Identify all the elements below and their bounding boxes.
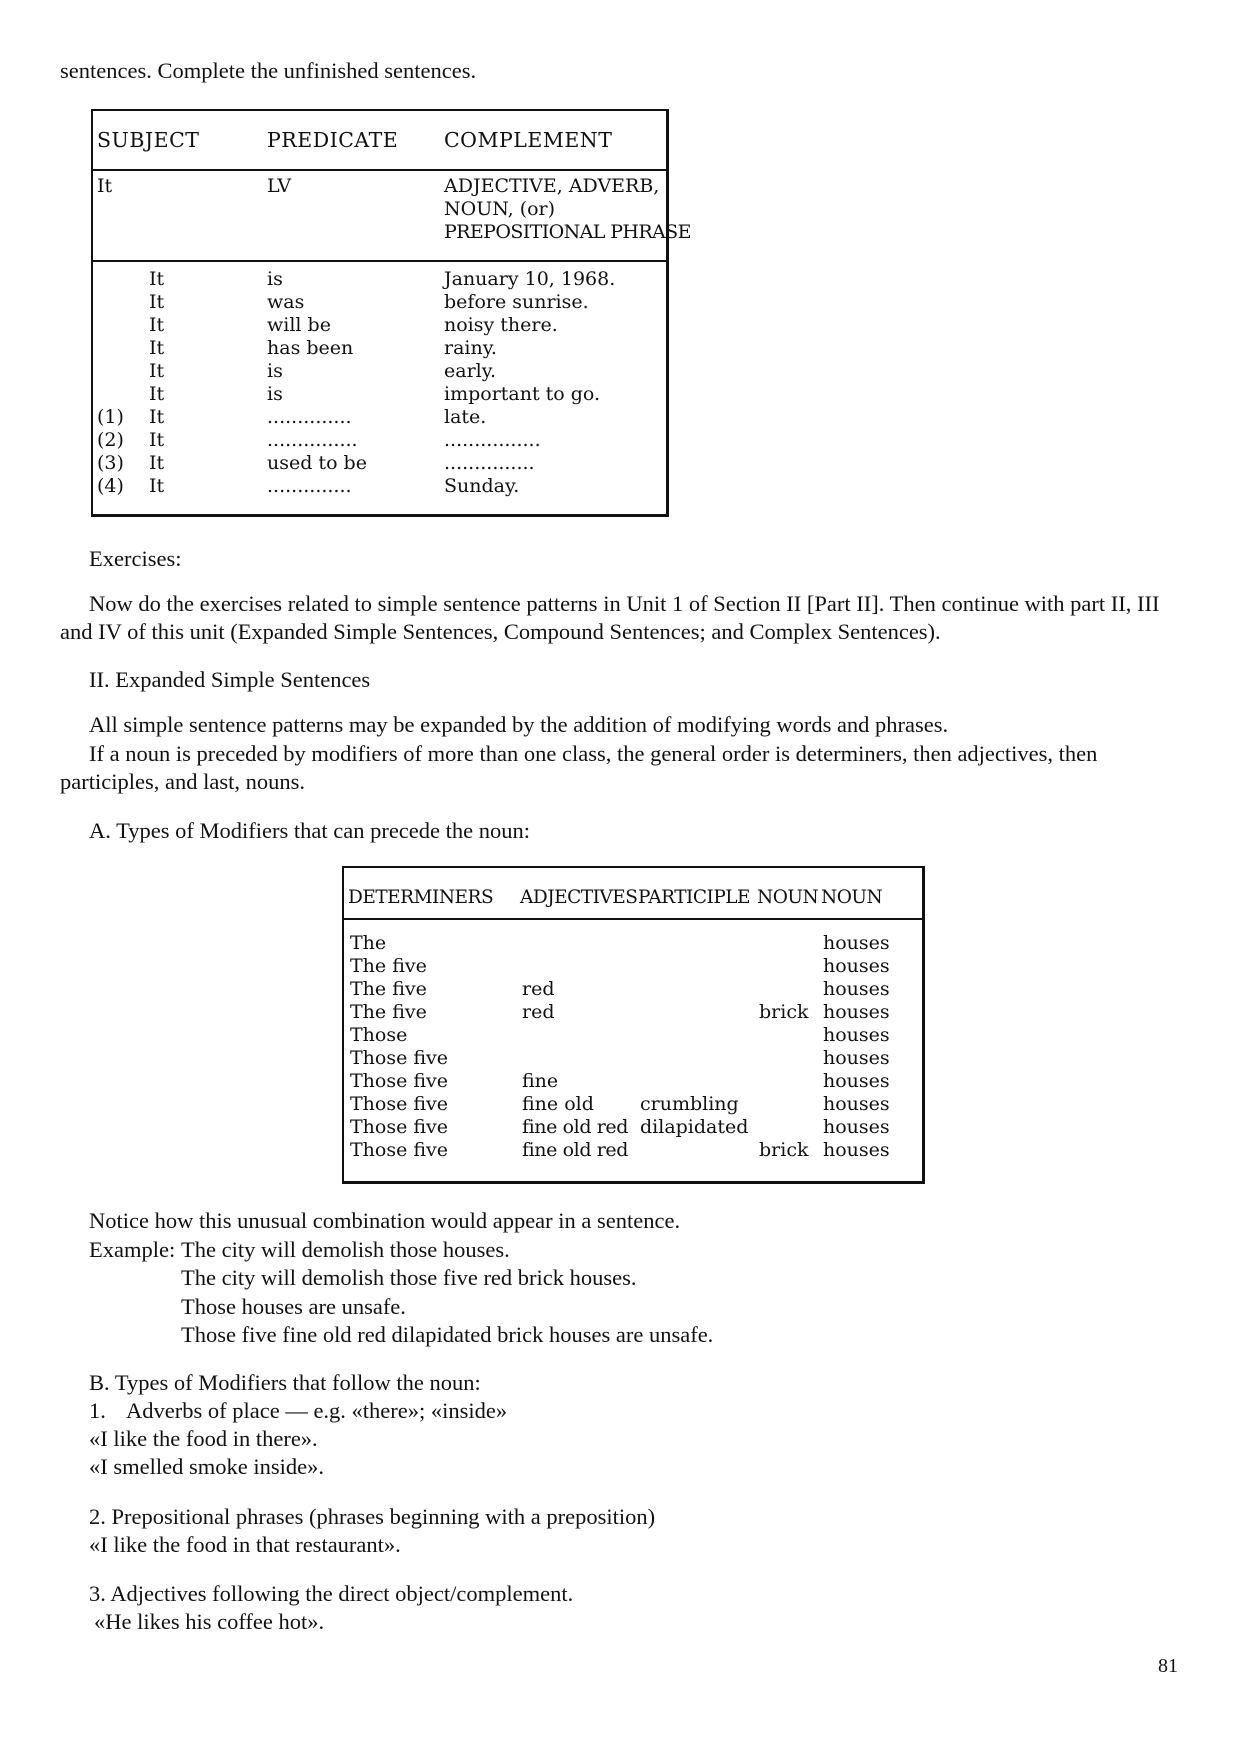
row-participle: crumbling bbox=[640, 1093, 739, 1115]
row-adjective: fine old red bbox=[522, 1139, 629, 1161]
section-heading: B. Types of Modifiers that follow the noun: bbox=[89, 1370, 481, 1395]
row-complement: late. bbox=[444, 406, 487, 428]
row-determiner: Those five bbox=[350, 1093, 449, 1115]
row-determiner: The bbox=[350, 932, 387, 954]
noun-modifiers-table bbox=[342, 866, 925, 1184]
row-noun: houses bbox=[823, 1093, 890, 1115]
row-determiner: Those five bbox=[350, 1070, 449, 1092]
row-predicate-blank: .............. bbox=[267, 475, 352, 497]
list-number: 1. bbox=[89, 1398, 106, 1423]
row-determiner: The five bbox=[350, 1001, 427, 1023]
example-line: Those houses are unsafe. bbox=[181, 1294, 406, 1319]
row-subject: It bbox=[149, 406, 165, 428]
sentence-pattern-table bbox=[91, 109, 691, 517]
row-noun: houses bbox=[823, 955, 890, 977]
pattern-complement-line: NOUN, (or) bbox=[444, 198, 556, 220]
pattern-predicate: LV bbox=[267, 175, 292, 197]
row-noun: houses bbox=[823, 1024, 890, 1046]
row-predicate: is bbox=[267, 360, 283, 382]
row-complement-blank: ............... bbox=[444, 452, 535, 474]
row-complement: Sunday. bbox=[444, 475, 520, 497]
row-number: (4) bbox=[97, 475, 124, 497]
notice-line: Notice how this unusual combination would appear in a sentence. bbox=[89, 1208, 681, 1233]
row-number: (1) bbox=[97, 406, 124, 428]
example-line: The city will demolish those five red brick houses. bbox=[181, 1265, 637, 1290]
row-subject: It bbox=[149, 452, 165, 474]
table-header-noun: NOUN bbox=[757, 887, 819, 908]
row-determiner: Those five bbox=[350, 1047, 449, 1069]
row-noun: houses bbox=[823, 1047, 890, 1069]
row-determiner: The five bbox=[350, 955, 427, 977]
row-adjective: red bbox=[522, 1001, 555, 1023]
section-heading: A. Types of Modifiers that can precede the noun: bbox=[89, 818, 531, 843]
row-adjective: fine bbox=[522, 1070, 559, 1092]
row-determiner: Those five bbox=[350, 1139, 449, 1161]
row-subject: It bbox=[149, 383, 165, 405]
exercises-paragraph: Now do the exercises related to simple sentence patterns in Unit 1 of Section II [Part II]. Then continue with part II, III and IV of this unit (Expanded Simple Sentences, Compound Sentences; and Complex Sentences). bbox=[60, 591, 1160, 644]
row-subject: It bbox=[149, 337, 165, 359]
row-complement-blank: ................ bbox=[444, 429, 541, 451]
row-adjective: fine old bbox=[522, 1093, 594, 1115]
row-determiner: The five bbox=[350, 978, 427, 1000]
pattern-complement-line: ADJECTIVE, ADVERB, bbox=[444, 175, 660, 197]
paragraph: If a noun is preceded by modifiers of more than one class, the general order is determiners, then adjectives, then participles, and last, nouns. bbox=[60, 741, 1098, 794]
row-number: (2) bbox=[97, 429, 124, 451]
row-determiner: Those five bbox=[350, 1116, 449, 1138]
row-complement: January 10, 1968. bbox=[444, 268, 616, 290]
table-header-participle: PARTICIPLE bbox=[638, 887, 751, 908]
row-predicate: is bbox=[267, 383, 283, 405]
list-item-text: 3. Adjectives following the direct object/complement. bbox=[89, 1581, 574, 1606]
row-complement: noisy there. bbox=[444, 314, 558, 336]
example-sentence: «I like the food in there». bbox=[89, 1426, 318, 1451]
row-subject: It bbox=[149, 429, 165, 451]
row-predicate: will be bbox=[267, 314, 331, 336]
table-divider bbox=[344, 918, 922, 920]
table-divider bbox=[93, 260, 666, 262]
row-adjective: fine old red bbox=[522, 1116, 629, 1138]
row-predicate-blank: ............... bbox=[267, 429, 358, 451]
row-predicate: used to be bbox=[267, 452, 367, 474]
row-subject: It bbox=[149, 475, 165, 497]
row-noun: houses bbox=[823, 932, 890, 954]
row-complement: rainy. bbox=[444, 337, 497, 359]
row-subject: It bbox=[149, 291, 165, 313]
example-line: The city will demolish those houses. bbox=[181, 1237, 510, 1262]
row-adjective: red bbox=[522, 978, 555, 1000]
exercises-heading: Exercises: bbox=[89, 546, 182, 571]
row-noun: houses bbox=[823, 978, 890, 1000]
table-header-determiners: DETERMINERS bbox=[348, 887, 494, 908]
row-predicate: has been bbox=[267, 337, 354, 359]
row-complement: before sunrise. bbox=[444, 291, 589, 313]
paragraph: All simple sentence patterns may be expanded by the addition of modifying words and phrases. bbox=[89, 712, 949, 737]
row-complement: important to go. bbox=[444, 383, 601, 405]
table-header-noun: NOUN bbox=[821, 887, 883, 908]
example-sentence: «I smelled smoke inside». bbox=[89, 1454, 324, 1479]
page-number: 81 bbox=[1158, 1655, 1178, 1677]
list-item-text: Adverbs of place — e.g. «there»; «inside» bbox=[126, 1398, 508, 1423]
row-subject: It bbox=[149, 360, 165, 382]
table-header-complement: COMPLEMENT bbox=[444, 128, 613, 152]
row-number: (3) bbox=[97, 452, 124, 474]
row-predicate-blank: .............. bbox=[267, 406, 352, 428]
table-header-subject: SUBJECT bbox=[97, 128, 200, 152]
row-subject: It bbox=[149, 314, 165, 336]
row-noun: houses bbox=[823, 1070, 890, 1092]
pattern-subject: It bbox=[97, 175, 113, 197]
row-noun: houses bbox=[823, 1116, 890, 1138]
row-subject: It bbox=[149, 268, 165, 290]
row-complement: early. bbox=[444, 360, 496, 382]
row-determiner: Those bbox=[350, 1024, 408, 1046]
example-line: Those five fine old red dilapidated brick houses are unsafe. bbox=[181, 1322, 714, 1347]
row-noun-modifier: brick bbox=[759, 1139, 809, 1161]
row-noun: houses bbox=[823, 1139, 890, 1161]
row-participle: dilapidated bbox=[640, 1116, 749, 1138]
intro-line: sentences. Complete the unfinished sentences. bbox=[60, 58, 477, 83]
table-header-adjectives: ADJECTIVES bbox=[520, 887, 638, 908]
table-divider bbox=[93, 169, 666, 171]
row-noun: houses bbox=[823, 1001, 890, 1023]
row-predicate: was bbox=[267, 291, 305, 313]
example-label: Example: bbox=[89, 1237, 176, 1262]
example-sentence: «I like the food in that restaurant». bbox=[89, 1532, 401, 1557]
table-header-predicate: PREDICATE bbox=[267, 128, 399, 152]
example-sentence: «He likes his coffee hot». bbox=[94, 1609, 325, 1634]
pattern-complement-line: PREPOSITIONAL PHRASE bbox=[444, 221, 691, 243]
section-heading: II. Expanded Simple Sentences bbox=[89, 667, 371, 692]
list-item-text: 2. Prepositional phrases (phrases beginning with a preposition) bbox=[89, 1504, 656, 1529]
row-noun-modifier: brick bbox=[759, 1001, 809, 1023]
row-predicate: is bbox=[267, 268, 283, 290]
